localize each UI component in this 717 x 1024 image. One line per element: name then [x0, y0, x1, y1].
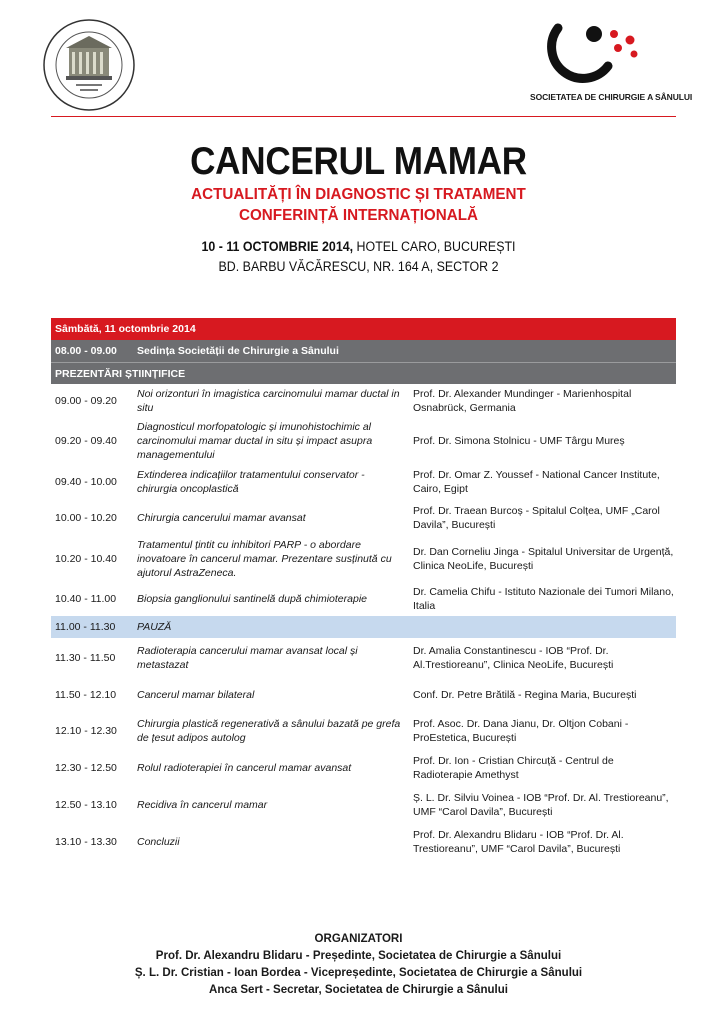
event-address: BD. BARBU VĂCĂRESCU, NR. 164 A, SECTOR 2 — [218, 259, 499, 274]
row-time: 12.50 - 13.10 — [55, 799, 117, 811]
society-name: SOCIETATEA DE CHIRURGIE A SÂNULUI — [530, 92, 693, 102]
agenda-section-header: PREZENTĂRI ȘTIINȚIFICE — [51, 362, 676, 384]
row-presenter: Prof. Dr. Traean Burcoș - Spitalul Colțea, UMF „Carol Davila”, București — [413, 505, 660, 531]
row-time: 11.00 - 11.30 — [55, 621, 116, 633]
organizers-heading: ORGANIZATORI — [314, 931, 403, 945]
row-time: 10.40 - 11.00 — [55, 593, 117, 605]
row-presenter: Dr. Dan Corneliu Jinga - Spitalul Universitar de Urgență, Clinica NeoLife, București — [413, 546, 674, 572]
society-logo-icon — [546, 20, 646, 84]
row-session: Diagnosticul morfopatologic și imunohistochimic al carcinomului mamar ductal in situ și impact asupra managementului — [137, 421, 373, 461]
table-row — [51, 418, 676, 464]
organizer-line: Ș. L. Dr. Cristian - Ioan Bordea - Vicepreședinte, Societatea de Chirurgie a Sânului — [134, 965, 583, 979]
row-time: 08.00 - 09.00 — [55, 345, 117, 357]
organizers-block — [0, 930, 717, 998]
row-session: Cancerul mamar bilateral — [137, 689, 255, 701]
row-time: 09.00 - 09.20 — [55, 395, 117, 407]
header-divider — [51, 116, 676, 117]
row-session: Chirurgia plastică regenerativă a sânului bazată pe grefa de țesut adipos autolog — [137, 718, 401, 744]
row-time: 11.50 - 12.10 — [55, 689, 117, 701]
row-presenter: Dr. Camelia Chifu - Istituto Nazionale dei Tumori Milano, Italia — [413, 586, 674, 612]
row-time: 10.00 - 10.20 — [55, 512, 117, 524]
row-presenter: Prof. Dr. Alexander Mundinger - Marienhospital Osnabrück, Germania — [413, 388, 632, 414]
agenda-day-header: Sâmbătă, 11 octombrie 2014 — [51, 318, 676, 340]
row-presenter: Dr. Amalia Constantinescu - IOB “Prof. Dr. Al.Trestioreanu”, Clinica NeoLife, București — [413, 645, 614, 671]
organizer-line: Prof. Dr. Alexandru Blidaru - Președinte, Societatea de Chirurgie a Sânului — [155, 948, 562, 962]
row-time: 09.20 - 09.40 — [55, 435, 117, 447]
row-session: Biopsia ganglionului santinelă după chimioterapie — [137, 593, 367, 605]
row-presenter: Conf. Dr. Petre Brătilă - Regina Maria, București — [413, 689, 637, 701]
row-presenter: Ș. L. Dr. Silviu Voinea - IOB “Prof. Dr. Al. Trestioreanu”, UMF “Carol Davila”, București — [413, 792, 669, 818]
row-session: Chirurgia cancerului mamar avansat — [137, 512, 306, 524]
row-time: 12.10 - 12.30 — [55, 725, 117, 737]
organizer-line: Anca Sert - Secretar, Societatea de Chirurgie a Sânului — [208, 982, 508, 996]
row-presenter: Prof. Dr. Simona Stolnicu - UMF Târgu Mureș — [413, 435, 625, 447]
row-time: 12.30 - 12.50 — [55, 762, 117, 774]
agenda-opening-row — [51, 340, 676, 362]
table-row — [51, 464, 676, 500]
row-presenter: Prof. Dr. Omar Z. Youssef - National Cancer Institute, Cairo, Egipt — [413, 469, 660, 495]
subtitle-1: ACTUALITĂȚI ÎN DIAGNOSTIC ȘI TRATAMENT — [191, 186, 526, 203]
table-row — [51, 712, 676, 750]
row-time: 09.40 - 10.00 — [55, 476, 117, 488]
table-row — [51, 750, 676, 786]
table-row — [51, 638, 676, 678]
page-title: CANCERUL MAMAR — [190, 140, 527, 183]
event-venue: HOTEL CARO, BUCUREȘTI — [353, 239, 516, 254]
table-row — [51, 678, 676, 712]
event-dates-bold: 10 - 11 OCTOMBRIE 2014, — [201, 239, 354, 254]
row-session: Noi orizonturi în imagistica carcinomului mamar ductal in situ — [137, 388, 400, 414]
row-session: Radioterapia cancerului mamar avansat local și metastazat — [137, 645, 358, 671]
table-row — [51, 500, 676, 536]
subtitle-2: CONFERINȚĂ INTERNAȚIONALĂ — [239, 207, 478, 224]
agenda-break-row — [51, 616, 676, 638]
row-time: 10.20 - 10.40 — [55, 553, 117, 565]
row-time: 13.10 - 13.30 — [55, 836, 117, 848]
row-time: 11.30 - 11.50 — [55, 652, 116, 664]
table-row — [51, 786, 676, 824]
event-dates — [29, 239, 689, 254]
row-session: Recidiva în cancerul mamar — [137, 799, 268, 811]
row-session: Extinderea indicațiilor tratamentului conservator - chirurgia oncoplastică — [137, 469, 365, 495]
table-row — [51, 824, 676, 860]
row-session: Tratamentul țintit cu inhibitori PARP - o abordare inovatoare în cancerul mamar. Prezentare susținută cu ajutorul AstraZeneca. — [137, 539, 392, 579]
row-presenter: Prof. Dr. Ion - Cristian Chircuță - Centrul de Radioterapie Amethyst — [413, 755, 614, 781]
row-session: Rolul radioterapiei în cancerul mamar avansat — [137, 762, 352, 774]
row-presenter: Prof. Asoc. Dr. Dana Jianu, Dr. Oltjon Cobani - ProEstetica, București — [413, 718, 629, 744]
university-seal-icon — [42, 18, 136, 112]
row-session: Sedința Societății de Chirurgie a Sânului — [137, 345, 339, 357]
table-row — [51, 582, 676, 616]
row-presenter: Prof. Dr. Alexandru Blidaru - IOB “Prof. Dr. Al. Trestioreanu”, UMF “Carol Davila”, București — [413, 829, 624, 855]
row-session: Concluzii — [137, 836, 180, 848]
agenda-table — [51, 318, 676, 860]
table-row — [51, 536, 676, 582]
table-row — [51, 384, 676, 418]
row-session: PAUZĂ — [137, 621, 172, 633]
